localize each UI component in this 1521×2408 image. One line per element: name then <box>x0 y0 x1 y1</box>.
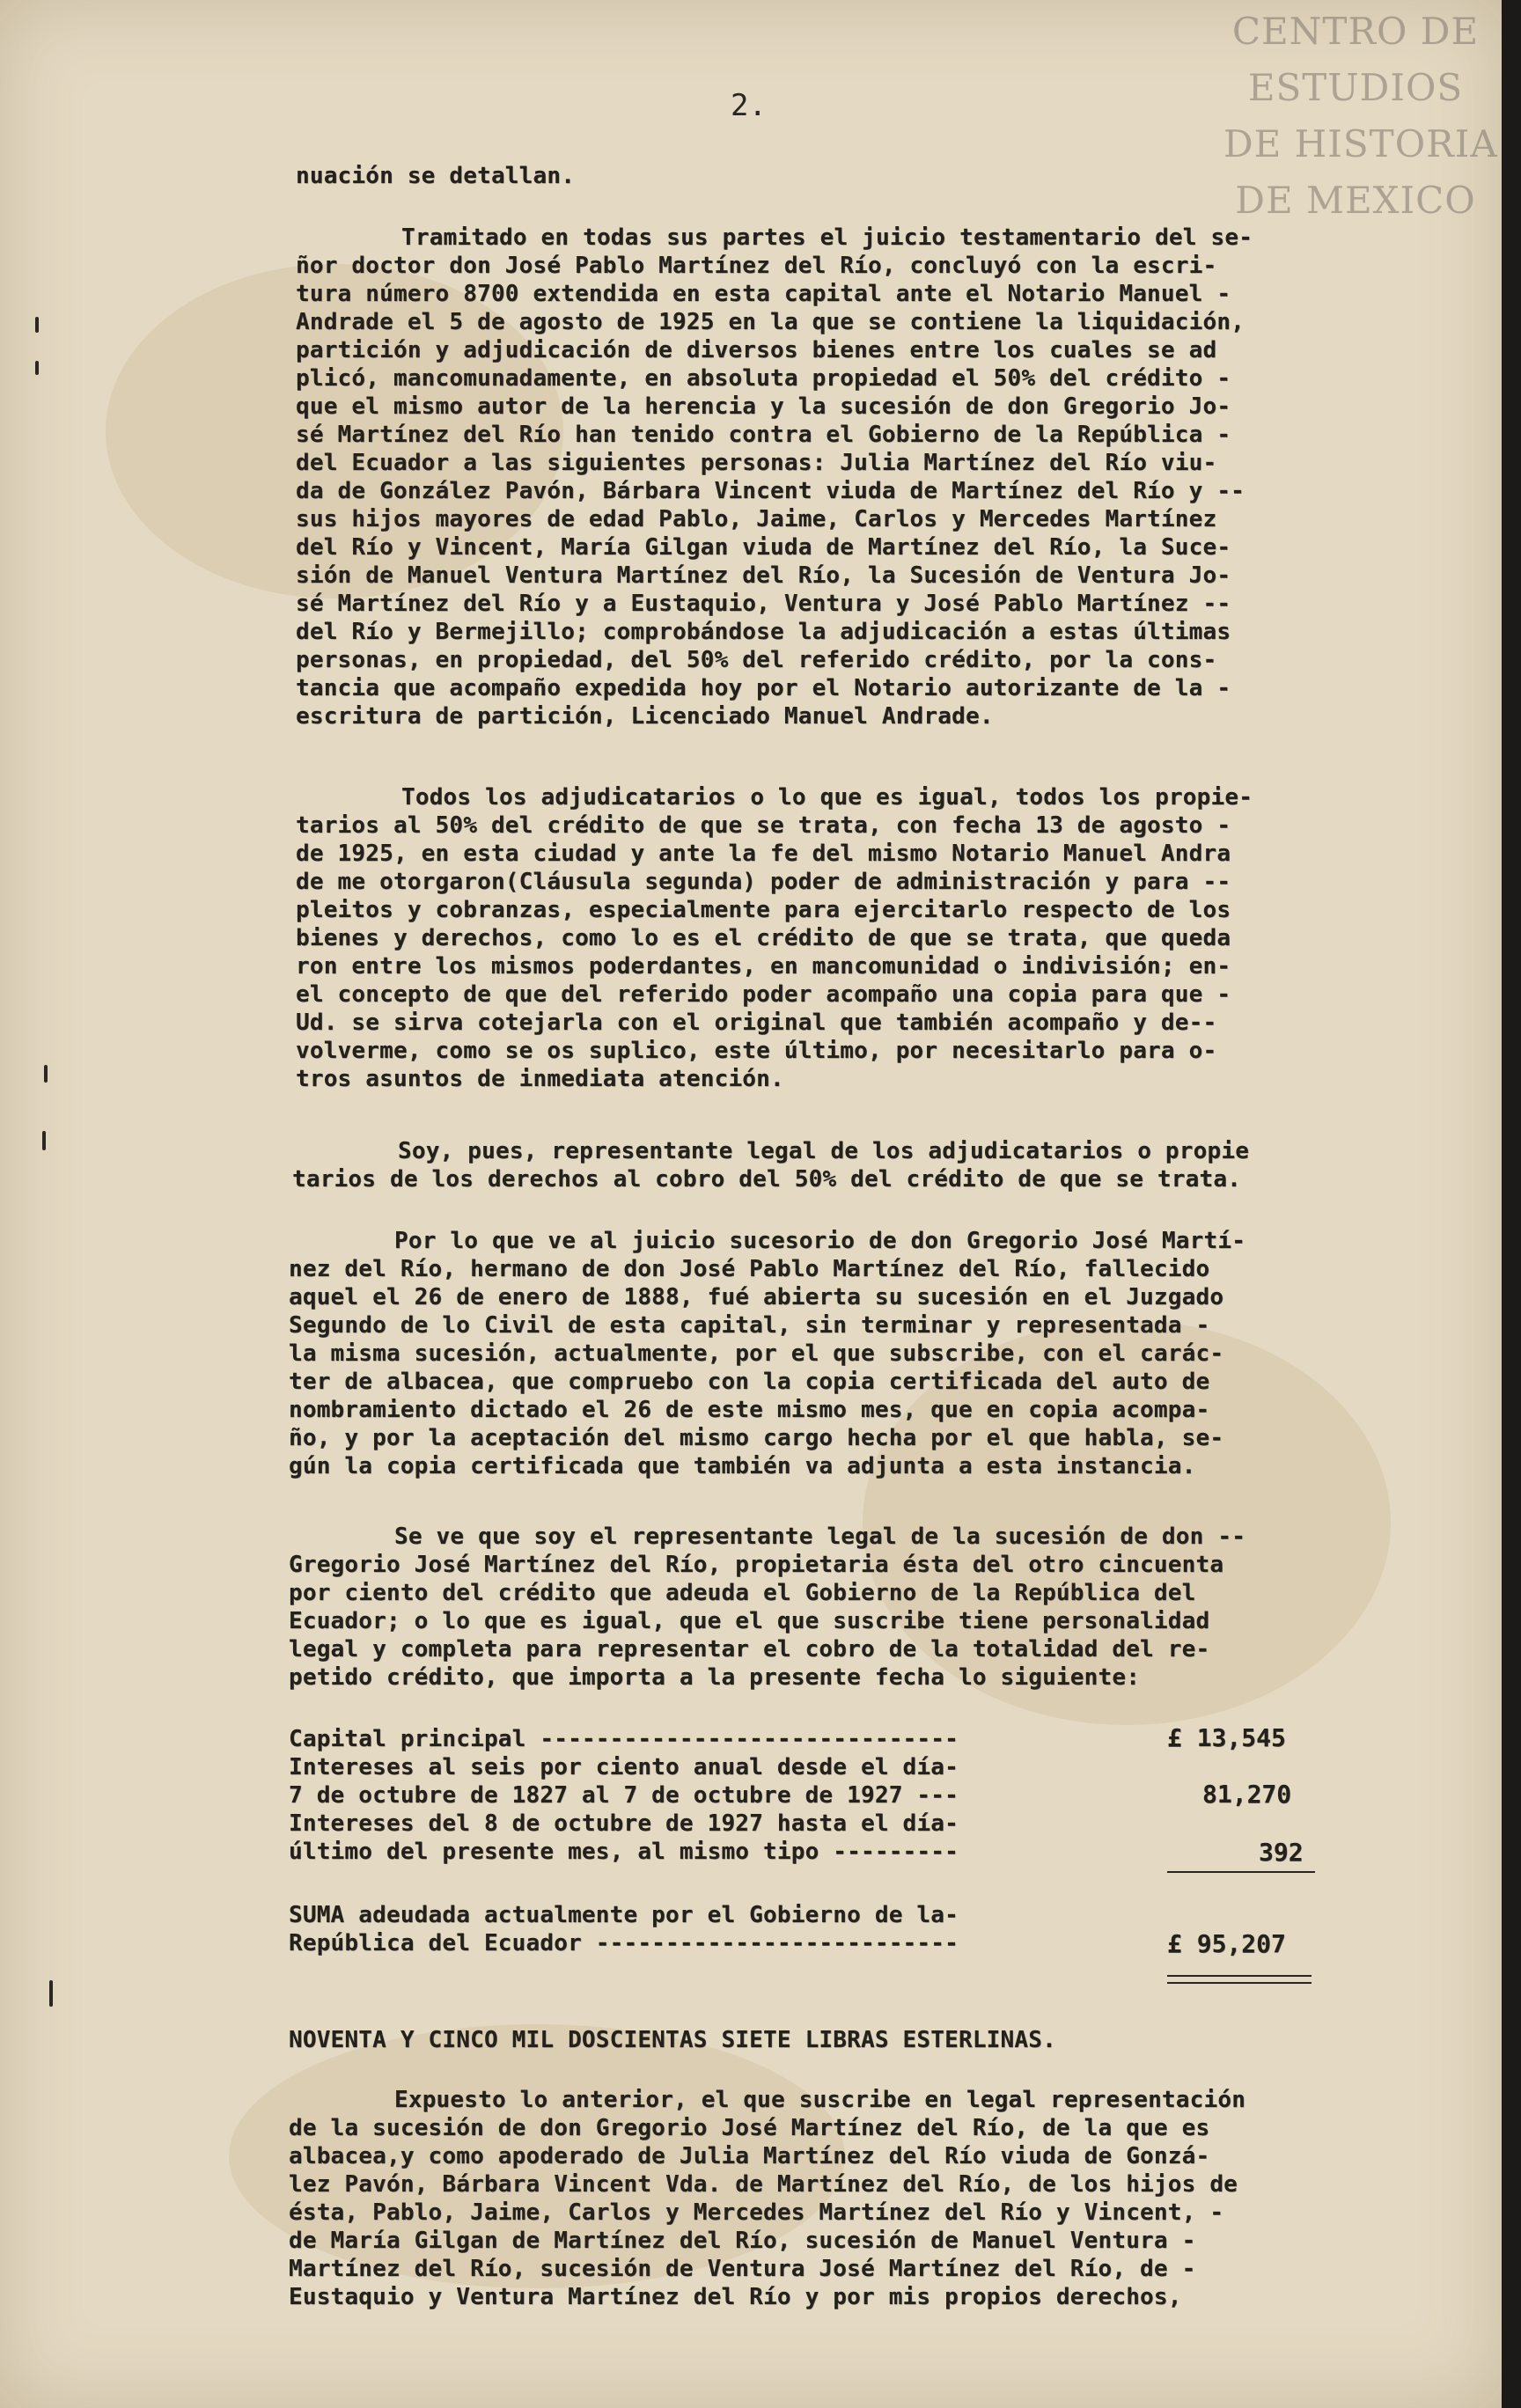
text-line: tura número 8700 extendida en esta capital ante el Notario Manuel - <box>296 281 1231 307</box>
ledger-label: SUMA adeudada actualmente por el Gobierno de la- <box>289 1902 959 1928</box>
text-line: de María Gilgan de Martínez del Río, sucesión de Manuel Ventura - <box>289 2228 1196 2254</box>
text-line: albacea,y como apoderado de Julia Martínez del Río viuda de Gonzá- <box>289 2143 1210 2169</box>
text-line: tarios al 50% del crédito de que se trata, con fecha 13 de agosto - <box>296 812 1231 839</box>
ledger-label: Intereses del 8 de octubre de 1927 hasta el día- <box>289 1810 959 1837</box>
ledger-label: Capital principal ------------------------------ <box>289 1726 959 1752</box>
text-line: ñor doctor don José Pablo Martínez del Río, concluyó con la escri- <box>296 253 1217 279</box>
text-line: del Río y Bermejillo; comprobándose la adjudicación a estas últimas <box>296 619 1231 645</box>
ledger-amount: 81,270 <box>1202 1780 1292 1809</box>
watermark-line: DE HISTORIA <box>1223 122 1498 165</box>
text-line: nuación se detallan. <box>296 163 576 189</box>
text-line: Segundo de lo Civil de esta capital, sin terminar y representada - <box>289 1312 1210 1339</box>
text-line: Gregorio José Martínez del Río, propietaria ésta del otro cincuenta <box>289 1552 1224 1578</box>
sum-rule <box>1167 1871 1315 1873</box>
ledger-amount: £ 13,545 <box>1167 1723 1286 1752</box>
text-line: del Ecuador a las siguientes personas: Julia Martínez del Río viu- <box>296 450 1217 476</box>
text-line: sé Martínez del Río y a Eustaquio, Ventura y José Pablo Martínez -- <box>296 591 1231 617</box>
text-line: ésta, Pablo, Jaime, Carlos y Mercedes Martínez del Río y Vincent, - <box>289 2199 1224 2226</box>
ledger-total: £ 95,207 <box>1167 1929 1286 1958</box>
text-line: sus hijos mayores de edad Pablo, Jaime, Carlos y Mercedes Martínez <box>296 506 1217 532</box>
text-line: Ecuador; o lo que es igual, que el que suscribe tiene personalidad <box>289 1608 1210 1634</box>
text-line: Andrade el 5 de agosto de 1925 en la que se contiene la liquidación, <box>296 309 1245 335</box>
text-line: que el mismo autor de la herencia y la sucesión de don Gregorio Jo- <box>296 393 1231 420</box>
text-line: Tramitado en todas sus partes el juicio testamentario del se- <box>401 224 1253 251</box>
text-line: lez Pavón, Bárbara Vincent Vda. de Martínez del Río, de los hijos de <box>289 2171 1238 2198</box>
binding-mark <box>42 1131 46 1150</box>
text-line: partición y adjudicación de diversos bienes entre los cuales se ad <box>296 337 1217 363</box>
text-line: gún la copia certificada que también va adjunta a esta instancia. <box>289 1453 1196 1479</box>
text-line: escritura de partición, Licenciado Manuel Andrade. <box>296 703 994 730</box>
amount-in-words: NOVENTA Y CINCO MIL DOSCIENTAS SIETE LIBRAS ESTERLINAS. <box>289 2027 1056 2053</box>
text-line: la misma sucesión, actualmente, por el que subscribe, con el carác- <box>289 1340 1224 1367</box>
text-line: de 1925, en esta ciudad y ante la fe del mismo Notario Manuel Andra <box>296 841 1231 867</box>
text-line: sé Martínez del Río han tenido contra el Gobierno de la República - <box>296 422 1231 448</box>
text-line: del Río y Vincent, María Gilgan viuda de Martínez del Río, la Suce- <box>296 534 1231 561</box>
text-line: Martínez del Río, sucesión de Ventura José Martínez del Río, de - <box>289 2256 1196 2282</box>
text-line: personas, en propiedad, del 50% del referido crédito, por la cons- <box>296 647 1217 673</box>
text-line: plicó, mancomunadamente, en absoluta propiedad el 50% del crédito - <box>296 365 1231 392</box>
binding-mark <box>44 1065 48 1083</box>
ledger-amount: 392 <box>1259 1838 1304 1867</box>
text-line: ter de albacea, que compruebo con la copia certificada del auto de <box>289 1369 1210 1395</box>
watermark-line: ESTUDIOS <box>1247 66 1464 109</box>
page-number: 2. <box>731 88 767 123</box>
text-line: aquel el 26 de enero de 1888, fué abierta su sucesión en el Juzgado <box>289 1284 1224 1310</box>
text-line: el concepto de que del referido poder acompaño una copia para que - <box>296 981 1231 1008</box>
text-line: tarios de los derechos al cobro del 50% del crédito de que se trata. <box>292 1166 1242 1193</box>
text-line: ño, y por la aceptación del mismo cargo hecha por el que habla, se- <box>289 1425 1224 1451</box>
text-line: Por lo que ve al juicio sucesorio de don Gregorio José Martí- <box>394 1228 1246 1254</box>
text-line: por ciento del crédito que adeuda el Gobierno de la República del <box>289 1580 1196 1606</box>
scan-edge <box>1502 0 1521 2408</box>
text-line: sión de Manuel Ventura Martínez del Río, la Sucesión de Ventura Jo- <box>296 562 1231 589</box>
text-line: Eustaquio y Ventura Martínez del Río y por mis propios derechos, <box>289 2284 1182 2310</box>
text-line: volverme, como se os suplico, este último, por necesitarlo para o- <box>296 1038 1217 1064</box>
text-line: Se ve que soy el representante legal de la sucesión de don -- <box>394 1523 1246 1550</box>
text-line: Expuesto lo anterior, el que suscribe en legal representación <box>394 2087 1246 2113</box>
ledger-label: último del presente mes, al mismo tipo --------- <box>289 1839 959 1865</box>
binding-mark <box>35 317 39 333</box>
text-line: nez del Río, hermano de don José Pablo Martínez del Río, fallecido <box>289 1256 1210 1282</box>
text-line: de me otorgaron(Cláusula segunda) poder de administración y para -- <box>296 869 1231 895</box>
text-line: de la sucesión de don Gregorio José Martínez del Río, de la que es <box>289 2115 1210 2141</box>
text-line: ron entre los mismos poderdantes, en mancomunidad o indivisión; en- <box>296 953 1231 980</box>
double-rule <box>1167 1982 1312 1984</box>
binding-mark <box>49 1980 53 2007</box>
ledger-label: Intereses al seis por ciento anual desde el día- <box>289 1754 959 1780</box>
text-line: Soy, pues, representante legal de los adjudicatarios o propie <box>398 1138 1250 1164</box>
watermark-line: DE MEXICO <box>1235 179 1476 222</box>
text-line: Ud. se sirva cotejarla con el original que también acompaño y de-- <box>296 1009 1217 1036</box>
text-line: da de González Pavón, Bárbara Vincent viuda de Martínez del Río y -- <box>296 478 1245 504</box>
text-line: tancia que acompaño expedida hoy por el Notario autorizante de la - <box>296 675 1231 701</box>
text-line: nombramiento dictado el 26 de este mismo mes, que en copia acompa- <box>289 1397 1210 1423</box>
archive-watermark <box>1223 4 1498 229</box>
ledger-label: República del Ecuador -------------------------- <box>289 1930 959 1956</box>
text-line: bienes y derechos, como lo es el crédito de que se trata, que queda <box>296 925 1231 951</box>
watermark-line: CENTRO DE <box>1231 10 1480 53</box>
double-rule <box>1167 1975 1312 1977</box>
binding-mark <box>35 361 39 375</box>
text-line: tros asuntos de inmediata atención. <box>296 1066 784 1092</box>
ledger-label: 7 de octubre de 1827 al 7 de octubre de 1927 --- <box>289 1782 959 1809</box>
text-line: pleitos y cobranzas, especialmente para ejercitarlo respecto de los <box>296 897 1231 923</box>
text-line: petido crédito, que importa a la presente fecha lo siguiente: <box>289 1664 1141 1691</box>
text-line: Todos los adjudicatarios o lo que es igual, todos los propie- <box>401 784 1253 811</box>
text-line: legal y completa para representar el cobro de la totalidad del re- <box>289 1636 1210 1663</box>
